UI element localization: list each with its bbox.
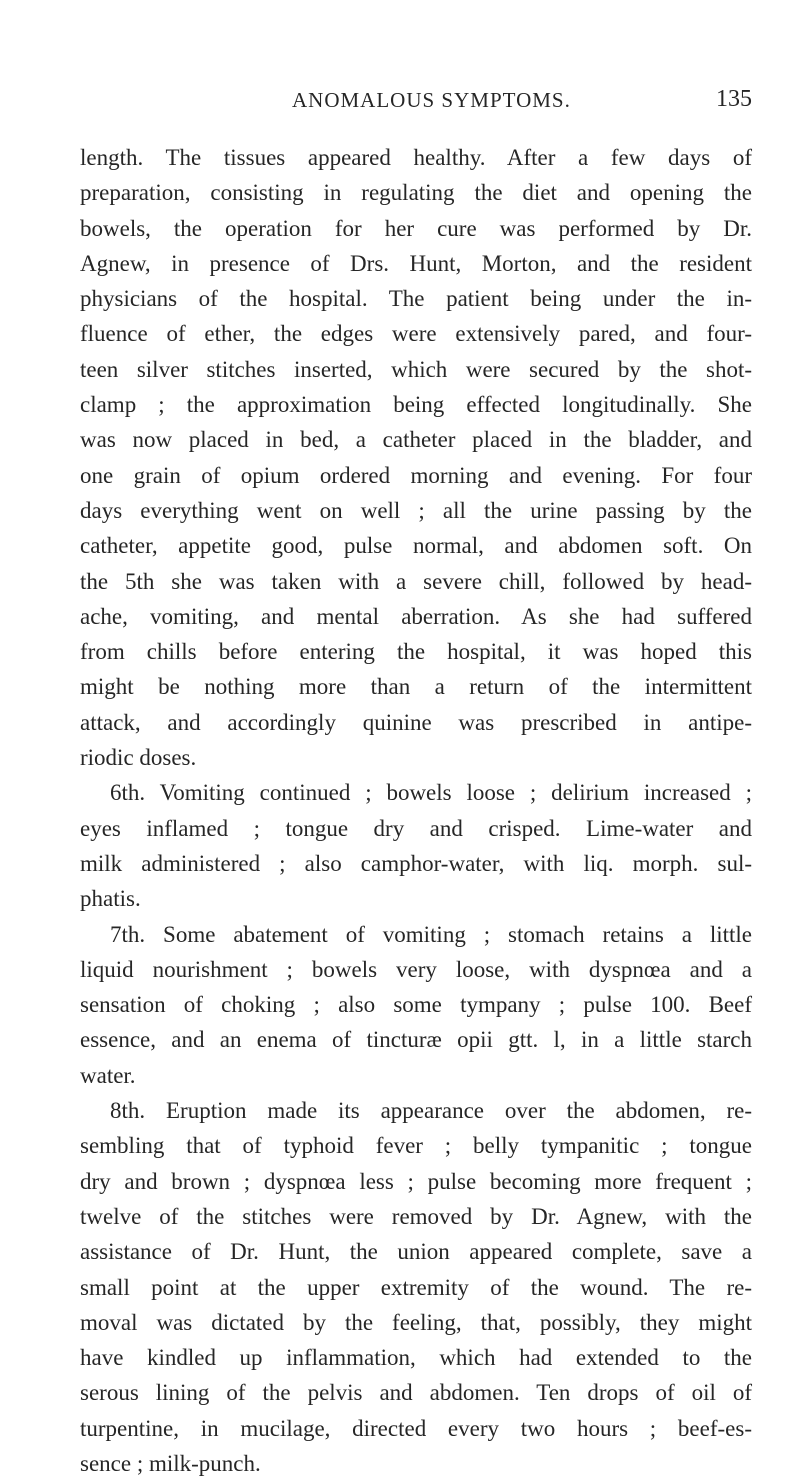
text-line: sembling that of typhoid fever ; belly tympanitic ; tongue [80, 1133, 752, 1159]
page-header [80, 88, 752, 120]
text-line: fluence of ether, the edges were extensively pared, and four- [80, 321, 752, 347]
text-line: catheter, appetite good, pulse normal, and abdomen soft. On [80, 533, 752, 559]
text-line: assistance of Dr. Hunt, the union appeared complete, save a [80, 1239, 752, 1265]
text-line: Agnew, in presence of Drs. Hunt, Morton, and the resident [80, 250, 752, 276]
body-text [80, 140, 752, 1481]
text-line: physicians of the hospital. The patient being under the in- [80, 286, 752, 312]
text-line: attack, and accordingly quinine was prescribed in antipe- [80, 709, 752, 735]
text-line: liquid nourishment ; bowels very loose, with dyspnœa and a [80, 956, 752, 982]
text-line: sensation of choking ; also some tympany ; pulse 100. Beef [80, 992, 752, 1018]
text-line: clamp ; the approximation being effected longitudinally. She [80, 392, 752, 418]
text-line: milk administered ; also camphor-water, with liq. morph. sul- [80, 850, 752, 876]
running-head: ANOMALOUS SYMPTOMS. [292, 88, 571, 112]
text-line: teen silver stitches inserted, which were secured by the shot- [80, 356, 752, 382]
text-line: from chills before entering the hospital, it was hoped this [80, 639, 752, 665]
text-line: small point at the upper extremity of the wound. The re- [80, 1274, 752, 1300]
text-line: twelve of the stitches were removed by Dr. Agnew, with the [80, 1203, 752, 1229]
text-line: the 5th she was taken with a severe chill, followed by head- [80, 568, 752, 594]
page-number: 135 [716, 86, 752, 112]
text-line: bowels, the operation for her cure was performed by Dr. [80, 215, 752, 241]
text-line: phatis. [80, 886, 141, 912]
text-line: was now placed in bed, a catheter placed in the bladder, and [80, 427, 752, 453]
text-line: serous lining of the pelvis and abdomen. Ten drops of oil of [80, 1380, 752, 1406]
text-line: moval was dictated by the feeling, that, possibly, they might [80, 1309, 752, 1335]
text-line: 7th. Some abatement of vomiting ; stomach retains a little [110, 921, 752, 947]
text-line: 6th. Vomiting continued ; bowels loose ; delirium increased ; [110, 780, 752, 806]
text-line: turpentine, in mucilage, directed every two hours ; beef-es- [80, 1415, 752, 1441]
text-line: essence, and an enema of tincturæ opii gtt. l, in a little starch [80, 1027, 752, 1053]
text-line: water. [80, 1062, 136, 1088]
text-line: sence ; milk-punch. [80, 1450, 261, 1476]
text-line: riodic doses. [80, 745, 197, 771]
text-line: ache, vomiting, and mental aberration. As she had suffered [80, 603, 752, 629]
text-line: days everything went on well ; all the urine passing by the [80, 497, 752, 523]
text-line: eyes inflamed ; tongue dry and crisped. Lime-water and [80, 815, 752, 841]
text-line: length. The tissues appeared healthy. After a few days of [80, 145, 752, 170]
text-line: have kindled up inflammation, which had extended to the [80, 1345, 752, 1371]
text-line: might be nothing more than a return of the intermittent [80, 674, 752, 700]
text-line: preparation, consisting in regulating the diet and opening the [80, 180, 752, 206]
text-line: one grain of opium ordered morning and evening. For four [80, 462, 752, 488]
text-line: dry and brown ; dyspnœa less ; pulse becoming more frequent ; [80, 1168, 752, 1194]
text-line: 8th. Eruption made its appearance over the abdomen, re- [110, 1098, 752, 1124]
